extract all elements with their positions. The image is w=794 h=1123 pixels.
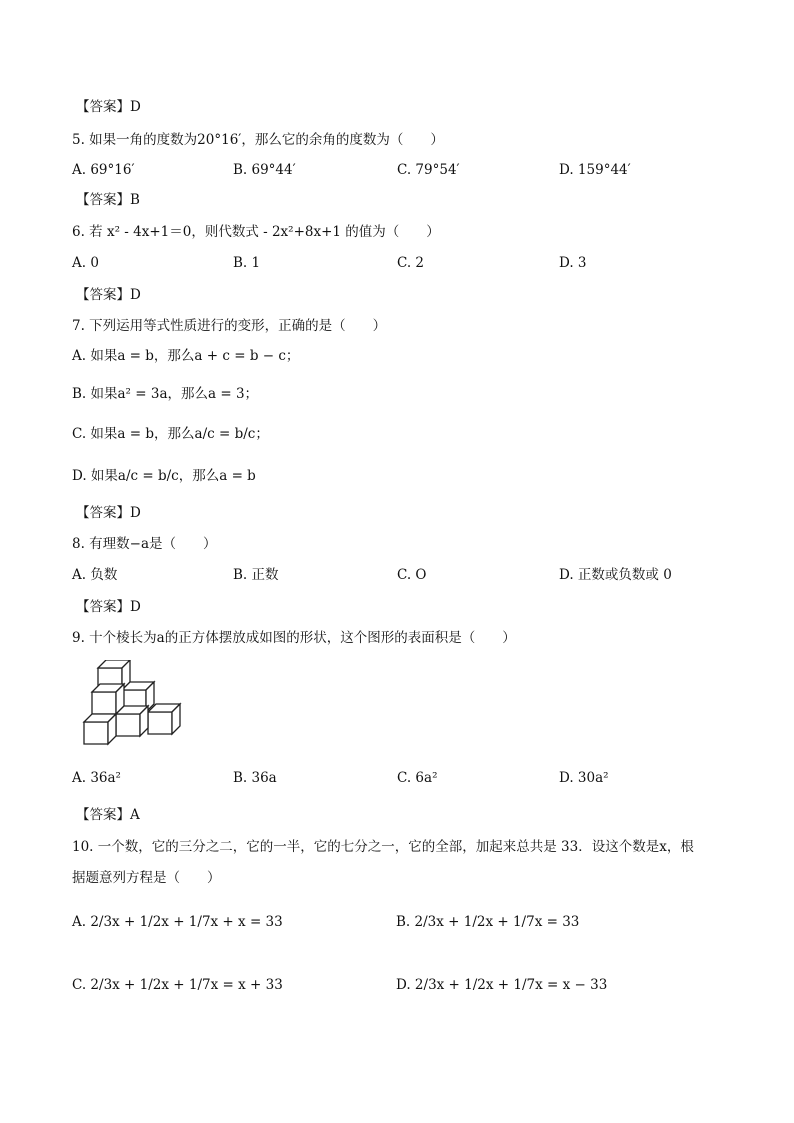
question-9: 9. 十个棱长为a的正方体摆放成如图的形状，这个图形的表面积是（ ）: [72, 630, 516, 646]
answer-7: 【答案】D: [76, 505, 141, 521]
option-6-a: A. 0: [72, 255, 99, 271]
question-8: 8. 有理数−a是（ ）: [72, 536, 217, 552]
option-9-c: C. 6a²: [397, 770, 438, 786]
option-5-d: D. 159°44′: [559, 162, 631, 178]
option-6-b: B. 1: [233, 255, 261, 271]
option-6-d: D. 3: [559, 255, 587, 271]
stacked-cubes-figure: [80, 660, 190, 752]
question-7: 7. 下列运用等式性质进行的变形，正确的是（ ）: [72, 318, 387, 334]
choice-10-d: D. 2/3x + 1/2x + 1/7x = x − 33: [396, 977, 608, 993]
question-6: 6. 若 x² - 4x+1＝0，则代数式 - 2x²+8x+1 的值为（ ）: [72, 224, 440, 240]
answer-6: 【答案】D: [76, 287, 141, 303]
option-8-b: B. 正数: [233, 567, 279, 583]
option-9-b: B. 36a: [233, 770, 277, 786]
options-6: [72, 253, 772, 275]
option-5-b: B. 69°44′: [233, 162, 296, 178]
choice-10-a: A. 2/3x + 1/2x + 1/7x + x = 33: [72, 914, 283, 930]
choice-7-c: C. 如果a = b，那么a/c = b/c；: [72, 426, 269, 442]
option-9-a: A. 36a²: [72, 770, 121, 786]
choice-7-b: B. 如果a² = 3a，那么a = 3；: [72, 386, 259, 402]
options-8: [72, 565, 772, 587]
answer-5: 【答案】B: [76, 192, 140, 208]
question-10-line2: 据题意列方程是（ ）: [72, 870, 221, 886]
question-10-line1: 10. 一个数，它的三分之二，它的一半，它的七分之一，它的全部，加起来总共是 33．设这个数是x，根: [72, 839, 694, 855]
question-5: 5. 如果一角的度数为20°16′，那么它的余角的度数为（ ）: [72, 132, 444, 148]
options-5: [72, 160, 772, 182]
answer-8: 【答案】D: [76, 599, 141, 615]
answer-prev: 【答案】D: [76, 99, 141, 115]
option-5-c: C. 79°54′: [397, 162, 460, 178]
options-9: [72, 768, 772, 790]
choice-10-c: C. 2/3x + 1/2x + 1/7x = x + 33: [72, 977, 283, 993]
choice-10-b: B. 2/3x + 1/2x + 1/7x = 33: [396, 914, 580, 930]
option-8-c: C. O: [397, 567, 427, 583]
answer-9: 【答案】A: [76, 807, 140, 823]
option-8-a: A. 负数: [72, 567, 118, 583]
choice-7-d: D. 如果a/c = b/c，那么a = b: [72, 468, 256, 484]
option-8-d: D. 正数或负数或 0: [559, 567, 672, 583]
option-9-d: D. 30a²: [559, 770, 609, 786]
option-5-a: A. 69°16′: [72, 162, 135, 178]
choice-7-a: A. 如果a = b，那么a + c = b − c；: [72, 348, 300, 364]
option-6-c: C. 2: [397, 255, 425, 271]
